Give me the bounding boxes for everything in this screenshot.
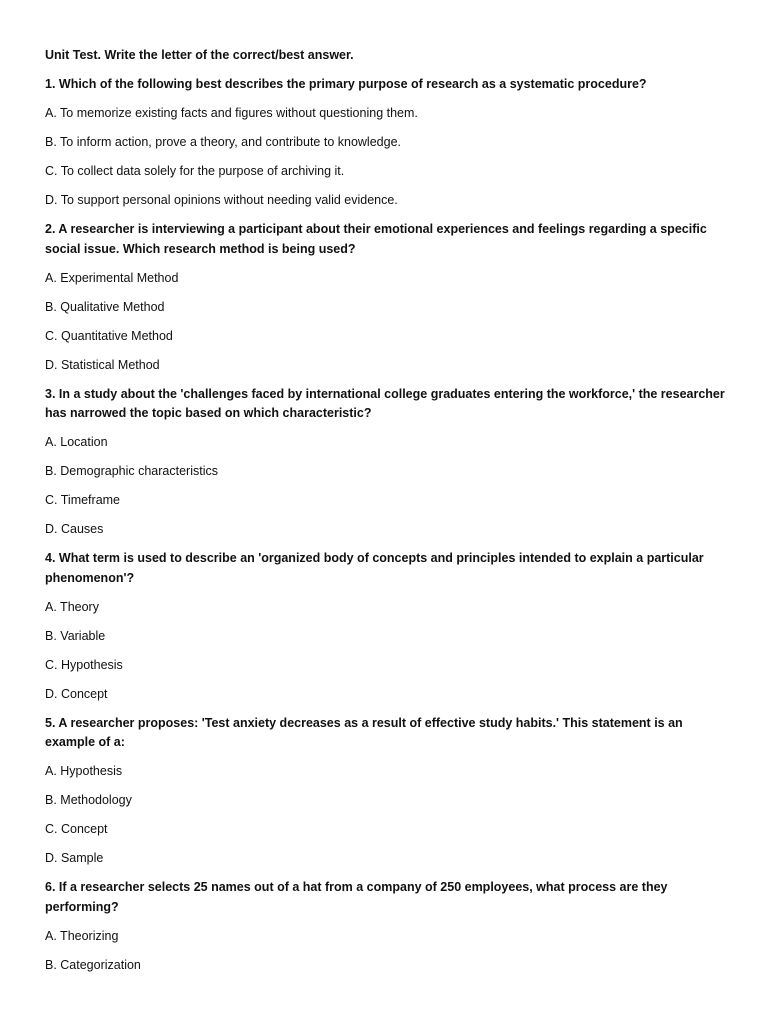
question-3-text: 3. In a study about the 'challenges faced by international college graduates entering the workforce,' the researcher has narrowed the topic based on which characteristic? — [45, 386, 725, 420]
question-2 — [45, 220, 729, 375]
question-4-option-c: C. Hypothesis — [45, 657, 123, 672]
question-2-option-a: A. Experimental Method — [45, 270, 179, 285]
question-5-option-b: B. Methodology — [45, 793, 132, 807]
test-instruction: Unit Test. Write the letter of the correct/best answer. — [45, 48, 354, 62]
question-1-text: 1. Which of the following best describes the primary purpose of research as a systematic procedure? — [45, 77, 647, 91]
question-1 — [45, 75, 729, 211]
question-3-option-a: A. Location — [45, 435, 108, 449]
question-5-text: 5. A researcher proposes: 'Test anxiety decreases as a result of effective study habits.' This statement is an example of a: — [45, 715, 683, 749]
question-4-text: 4. What term is used to describe an 'organized body of concepts and principles intended to explain a particular phenomenon'? — [45, 551, 704, 585]
question-2-option-c: C. Quantitative Method — [45, 328, 173, 343]
question-3 — [45, 385, 729, 540]
question-1-option-c: C. To collect data solely for the purpose of archiving it. — [45, 164, 345, 178]
question-3-option-d: D. Causes — [45, 522, 104, 536]
question-2-text: 2. A researcher is interviewing a participant about their emotional experiences and feelings regarding a specific social issue. Which research method is being used? — [45, 222, 707, 256]
question-3-option-b: B. Demographic characteristics — [45, 464, 218, 478]
question-6-option-a: A. Theorizing — [45, 928, 119, 943]
question-4-option-d: D. Concept — [45, 686, 108, 701]
question-5-option-d: D. Sample — [45, 851, 104, 865]
test-document — [45, 46, 729, 985]
question-3-option-c: C. Timeframe — [45, 493, 121, 507]
question-6-option-b: B. Categorization — [45, 957, 141, 972]
question-4-option-b: B. Variable — [45, 628, 106, 643]
question-6-text: 6. If a researcher selects 25 names out of a hat from a company of 250 employees, what process are they performing? — [45, 880, 668, 914]
question-6 — [45, 878, 729, 975]
question-1-option-d: D. To support personal opinions without needing valid evidence. — [45, 193, 398, 207]
question-2-option-d: D. Statistical Method — [45, 357, 160, 372]
question-2-option-b: B. Qualitative Method — [45, 299, 165, 314]
question-5-option-a: A. Hypothesis — [45, 764, 123, 778]
question-5 — [45, 714, 729, 869]
question-1-option-b: B. To inform action, prove a theory, and contribute to knowledge. — [45, 135, 401, 149]
question-1-option-a: A. To memorize existing facts and figures without questioning them. — [45, 106, 418, 120]
question-4 — [45, 549, 729, 704]
question-4-option-a: A. Theory — [45, 599, 99, 614]
question-5-option-c: C. Concept — [45, 822, 108, 836]
